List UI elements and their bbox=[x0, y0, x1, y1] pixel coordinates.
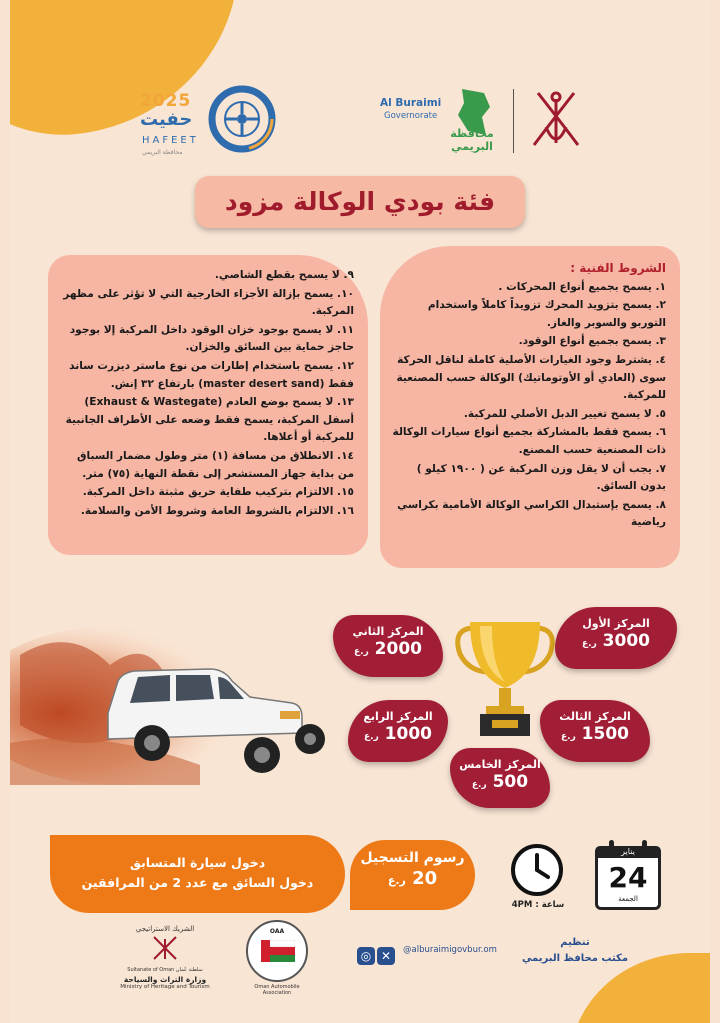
partner-label: الشريك الاستراتيجي bbox=[135, 925, 195, 933]
hafeet-en: HAFEET bbox=[142, 135, 199, 146]
social-links bbox=[355, 945, 497, 975]
rule-item: ١٣. لا يسمح بوضع العادم (Exhaust & Wastegate) أسفل المركبة، يسمح فقط وضعه على الأطراف الجانبية للمركبة أو أعلاها. bbox=[65, 396, 354, 444]
event-time: ساعة : 4PM bbox=[511, 900, 565, 910]
oaa-abbr: OAA bbox=[269, 928, 285, 935]
wheel-icon bbox=[208, 85, 276, 153]
hafeet-ar: حفيت bbox=[140, 109, 193, 130]
partner-name-ar: وزارة التراث والسياحة bbox=[123, 975, 207, 984]
prize-name: المركز الخامس bbox=[459, 758, 541, 771]
oaa-logo bbox=[242, 920, 312, 1010]
calendar-day: 24 bbox=[608, 861, 648, 894]
prize-second bbox=[333, 615, 443, 677]
rule-item: ١٤. الانطلاق من مسافة (١) متر وطول مضمار السباق من بداية جهاز المستشعر إلى نقطة النهاية (٧٥) متر. bbox=[77, 449, 354, 480]
rule-item: ٢. يسمح بتزويد المحرك تزويداً كاملاً واستخدام التوربو والسوبر والغاز. bbox=[427, 299, 666, 329]
prize-value: 2000 ر.ع bbox=[354, 639, 422, 659]
oaa-name: Oman Automobile Association bbox=[254, 984, 300, 996]
prize-fourth bbox=[348, 700, 448, 762]
rule-item: ١. يسمح بجميع أنواع المحركات . bbox=[498, 280, 666, 293]
prize-name: المركز الأول bbox=[582, 617, 650, 630]
partner-ministry-logo bbox=[110, 925, 220, 1015]
registration-fee bbox=[350, 840, 475, 910]
rule-item: ٤. يشترط وجود الغيارات الأصلية كاملة لناقل الحركة سوى (العادي أو الأوتوماتيك) الوكالة حسب المصنعية للمركبة. bbox=[396, 353, 666, 402]
rule-item: ٦. يسمح فقط بالمشاركة بجميع أنواع سيارات الوكالة ذات المصنعية حسب المصنع. bbox=[392, 426, 666, 456]
fee-value: 20 ر.ع bbox=[387, 868, 438, 889]
oman-flag-icon bbox=[261, 940, 295, 962]
x-icon[interactable]: ✕ bbox=[377, 947, 395, 965]
rule-item: ٣. يسمح بجميع أنواع الوقود. bbox=[518, 335, 666, 348]
instagram-icon[interactable]: ◎ bbox=[357, 947, 375, 965]
technical-heading: الشروط الفنية : bbox=[570, 261, 666, 275]
oman-emblem-icon bbox=[520, 85, 592, 157]
calendar-month: يناير bbox=[621, 847, 635, 856]
hafeet-sub: محافظة البريمي bbox=[142, 149, 183, 156]
rule-item: ١٢. يسمح باستخدام إطارات من نوع ماستر ديزرت ساند فقط (master desert sand) بارتفاع ٣٢ إنش. bbox=[69, 359, 354, 390]
rule-item: ٩. لا يسمح بقطع الشاصي. bbox=[214, 269, 354, 281]
technical-conditions-card bbox=[380, 246, 680, 568]
calendar-weekday: الجمعة bbox=[618, 895, 638, 903]
hafeet-logo bbox=[130, 85, 280, 165]
prize-value: 1500 ر.ع bbox=[561, 724, 629, 744]
partner-small: Sultanate of Oman سلطنة عُمان bbox=[127, 967, 203, 973]
fee-label: رسوم التسجيل bbox=[360, 850, 465, 866]
social-handle[interactable]: @alburaimigovbur.om bbox=[403, 945, 497, 955]
rule-item: ٧. يجب أن لا يقل وزن المركبة عن ( ١٩٠٠ كيلو ) بدون السائق. bbox=[416, 462, 666, 493]
organizer-label: تنظيم bbox=[560, 937, 590, 948]
prize-fifth bbox=[450, 748, 550, 808]
ministry-emblem-icon bbox=[148, 933, 182, 963]
clock-icon bbox=[510, 843, 564, 897]
poster bbox=[10, 0, 710, 1023]
prize-name: المركز الثالث bbox=[559, 710, 631, 723]
entry-line2: دخول السائق مع عدد 2 من المرافقين bbox=[81, 875, 314, 890]
calendar-icon bbox=[595, 840, 661, 910]
logo-divider bbox=[513, 89, 514, 153]
general-conditions-card bbox=[48, 255, 368, 555]
organizer bbox=[510, 935, 640, 967]
rule-item: ١٦. الالتزام بالشروط العامة وشروط الأمن والسلامة. bbox=[80, 504, 354, 517]
organizer-name: مكتب محافظ البريمي bbox=[521, 953, 629, 964]
rule-item: ٨. يسمح بإستبدال الكراسي الوكالة الأمامية بكراسي رياضية bbox=[397, 498, 666, 529]
prize-first bbox=[555, 607, 677, 669]
prize-name: المركز الثاني bbox=[352, 625, 424, 638]
rule-item: ١٠. يسمح بإزالة الأجزاء الخارجية التي لا تؤثر على مظهر المركبة. bbox=[63, 287, 354, 318]
prize-value: 500 ر.ع bbox=[471, 772, 529, 792]
entry-line1: دخول سيارة المتسابق bbox=[129, 855, 266, 870]
rule-item: ١١. لا يسمح بوجود خزان الوقود داخل المركبة إلا بوجود حاجز حماية بين السائق والخزان. bbox=[69, 323, 354, 354]
rule-item: ٥. لا يسمح تغيير الدبل الأصلي للمركبة. bbox=[463, 407, 666, 420]
prize-third bbox=[540, 700, 650, 762]
prize-value: 1000 ر.ع bbox=[364, 724, 432, 744]
hafeet-year: 2025 bbox=[140, 91, 192, 111]
rule-item: ١٥. الالتزام بتركيب طفاية حريق مثبتة داخل المركبة. bbox=[82, 486, 354, 499]
gov-en-line2: Governorate bbox=[384, 111, 438, 121]
entry-info bbox=[50, 835, 345, 913]
partner-name-en: Ministry of Heritage and Tourism bbox=[120, 984, 210, 990]
governorate-logo bbox=[380, 85, 590, 160]
prize-name: المركز الرابع bbox=[363, 710, 433, 723]
car-image bbox=[10, 615, 340, 785]
prize-value: 3000 ر.ع bbox=[582, 631, 650, 651]
gov-ar: محافظة البريمي bbox=[450, 127, 494, 153]
page-title: فئة بودي الوكالة مزود bbox=[195, 176, 525, 228]
gov-en-line1: Al Buraimi bbox=[380, 97, 442, 109]
